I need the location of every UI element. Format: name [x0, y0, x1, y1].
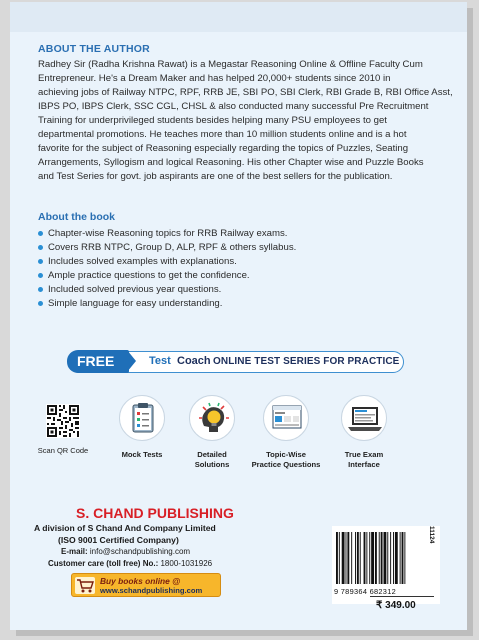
publisher-email: E-mail: info@schandpublishing.com — [61, 547, 191, 556]
author-bio-line: Arrangements, Syllogism and logical Reasoning. His other Chapter wise and Puzzle Books — [38, 157, 424, 168]
barcode-bar — [339, 532, 340, 584]
barcode-bar — [381, 532, 383, 584]
bullet-icon — [38, 287, 43, 292]
feature-detailed-solutions — [176, 395, 248, 469]
buy-online-url[interactable]: www.schandpublishing.com — [100, 586, 203, 595]
price: ₹ 349.00 — [376, 600, 416, 611]
author-bio-line: departmental promotions. He teaches more than 10 million students online and is a hot — [38, 129, 407, 140]
barcode-bar — [371, 532, 374, 584]
free-tag: FREE — [67, 350, 129, 373]
test-series-tagline: ONLINE TEST SERIES FOR PRACTICE — [213, 356, 400, 367]
barcode-icon — [336, 532, 432, 590]
author-bio-line: IBPS PO, IBPS Clerk, SSC CGL, CHSL & also conducted many successful Pre Recruitment — [38, 101, 429, 112]
list-item: Includes solved examples with explanations. — [38, 255, 296, 269]
feature-label: Topic-Wise Practice Questions — [251, 450, 321, 469]
bullet-icon — [38, 259, 43, 264]
author-bio-line: favorite for the subject of Reasoning especially regarding the topics of Puzzles, Seating — [38, 143, 409, 154]
barcode-bar — [366, 532, 367, 584]
free-test-series-banner — [68, 351, 404, 373]
barcode-digits: 9 789364 682312 — [334, 587, 397, 596]
barcode-bar — [351, 532, 352, 584]
feature-label: Mock Tests — [121, 450, 163, 459]
top-band — [10, 2, 467, 32]
feature-label: True Exam Interface — [344, 450, 384, 469]
free-tag-arrow — [127, 350, 136, 372]
bullet-icon — [38, 245, 43, 250]
author-bio — [38, 58, 454, 184]
author-bio-line: Training for underprivileged students besides helping many PSU employees to get — [38, 115, 387, 126]
barcode-bar — [336, 532, 338, 584]
barcode-bar — [375, 532, 377, 584]
list-item: Covers RRB NTPC, Group D, ALP, RPF & others syllabus. — [38, 241, 296, 255]
price-divider — [370, 596, 434, 597]
barcode-bar — [402, 532, 404, 584]
shopping-cart-icon — [75, 577, 95, 594]
publisher-division: A division of S Chand And Company Limited — [34, 523, 216, 533]
author-bio-line: Radhey Sir (Radha Krishna Rawat) is a Megastar Reasoning Online & Offline Faculty Cum — [38, 59, 423, 70]
publisher-iso: (ISO 9001 Certified Company) — [58, 535, 179, 545]
customer-care-number: 1800-1031926 — [160, 559, 213, 568]
feature-mock-tests — [106, 395, 178, 460]
barcode-bar — [346, 532, 347, 584]
qr-code-icon[interactable] — [46, 404, 80, 438]
author-bio-line: and Test Series for govt. job aspirants are one of the best sellers for the publication. — [38, 171, 393, 182]
list-item: Chapter-wise Reasoning topics for RRB Railway exams. — [38, 227, 296, 241]
email-link[interactable]: info@schandpublishing.com — [89, 547, 191, 556]
barcode-bar — [390, 532, 391, 584]
list-item: Simple language for easy understanding. — [38, 297, 296, 311]
about-author-heading: ABOUT THE AUTHOR — [38, 43, 150, 55]
author-bio-line: achieving jobs of Railway NTPC, RPF, RRB JE, SBI PO, SBI Clerk, RBI Grade B, RBI Office Asst, — [38, 87, 453, 98]
bullet-icon — [38, 273, 43, 278]
testcoach-brand-test: Test — [149, 355, 171, 367]
barcode-bar — [364, 532, 366, 584]
barcode-bar — [357, 532, 359, 584]
book-features-list — [38, 227, 296, 311]
author-bio-line: Entrepreneur. He's a Dream Maker and has helped 20,000+ students since 2010 in — [38, 73, 391, 84]
barcode-bar — [395, 532, 398, 584]
about-book-heading: About the book — [38, 211, 115, 223]
feature-true-exam-interface — [328, 395, 400, 469]
barcode-bar — [387, 532, 388, 584]
practice-screen-icon — [263, 395, 309, 441]
barcode-bar — [355, 532, 356, 584]
clipboard-icon — [119, 395, 165, 441]
list-item: Included solved previous year questions. — [38, 283, 296, 297]
barcode-bar — [379, 532, 380, 584]
barcode-bar — [400, 532, 401, 584]
back-cover — [10, 2, 467, 630]
publisher-name: S. CHAND PUBLISHING — [76, 505, 234, 521]
laptop-icon — [341, 395, 387, 441]
feature-label: Detailed Solutions — [194, 450, 230, 469]
barcode-bar — [347, 532, 349, 584]
barcode-bar — [404, 532, 405, 584]
testcoach-brand-coach: Coach — [177, 355, 211, 367]
barcode-bar — [393, 532, 394, 584]
barcode-code: 11124 — [428, 526, 435, 544]
barcode-bar — [360, 532, 361, 584]
qr-code-label: Scan QR Code — [37, 446, 89, 455]
bullet-icon — [38, 301, 43, 306]
buy-online-banner[interactable] — [71, 573, 221, 597]
customer-care: Customer care (toll free) No.: 1800-1031926 — [48, 559, 213, 568]
brain-lightbulb-icon — [189, 395, 235, 441]
barcode-bar — [369, 532, 370, 584]
bullet-icon — [38, 231, 43, 236]
feature-topic-wise-practice — [250, 395, 322, 469]
barcode-bar — [342, 532, 345, 584]
barcode-bar — [384, 532, 387, 584]
buy-online-text: Buy books online @ — [100, 576, 181, 586]
list-item: Ample practice questions to get the confidence. — [38, 269, 296, 283]
